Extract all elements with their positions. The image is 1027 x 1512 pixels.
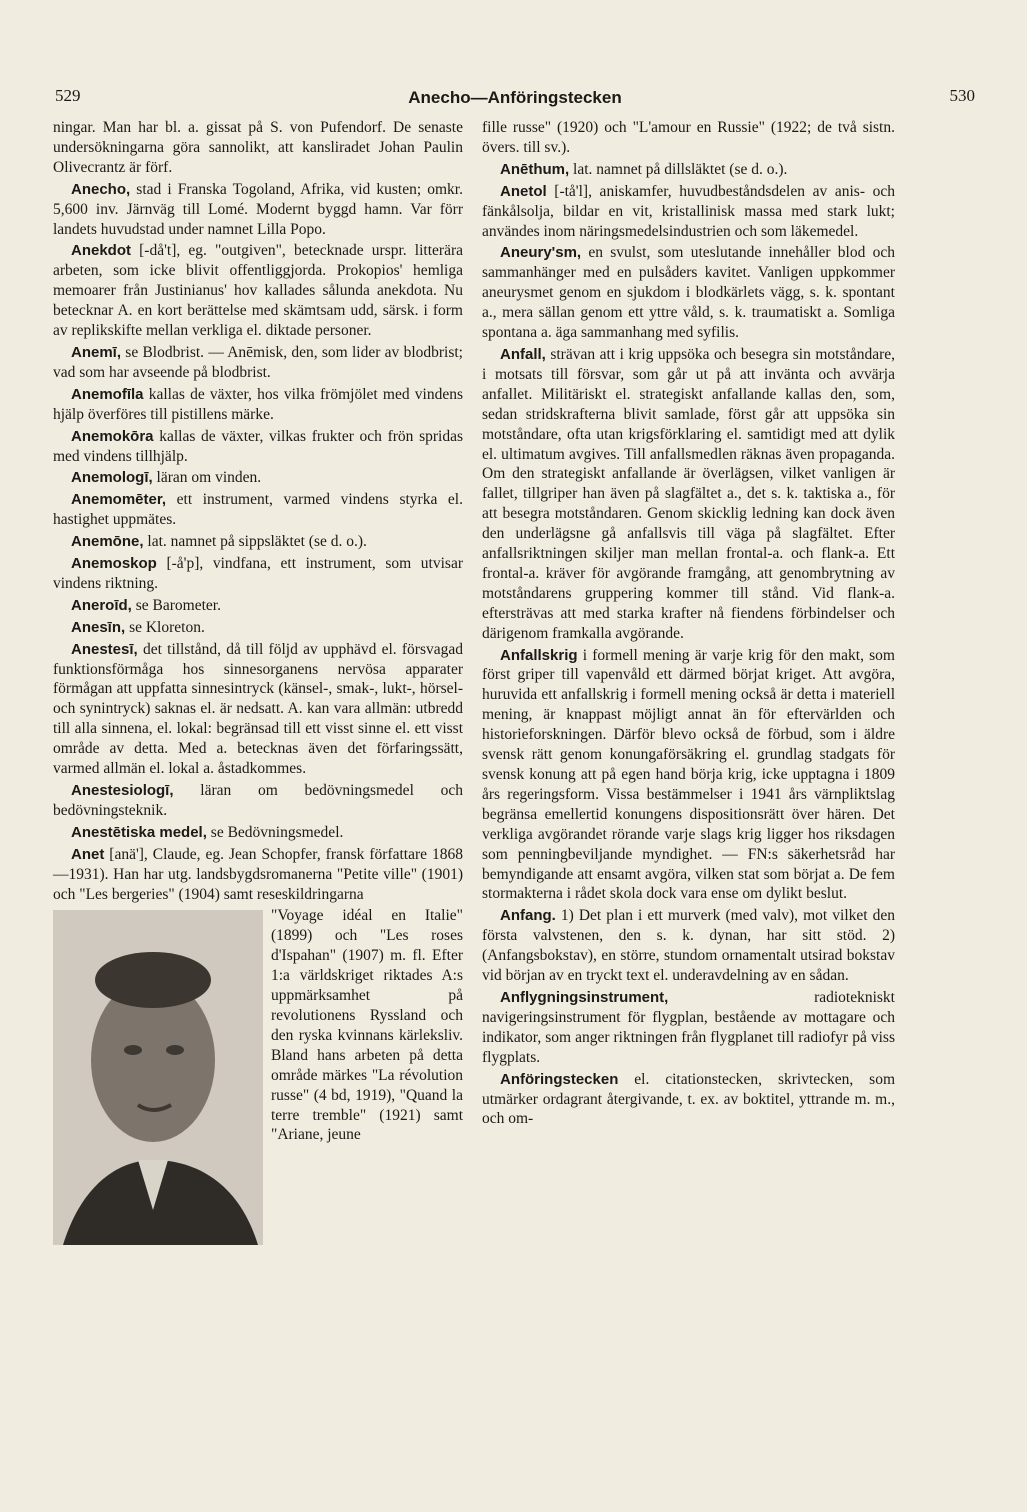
entry-headword: Anemokōra: [71, 427, 154, 445]
entry-paragraph: [53, 781, 463, 821]
page-number-right: 530: [949, 86, 975, 105]
entry-headword: Anestesiologī,: [71, 782, 174, 799]
entry-headword: Anfall,: [500, 345, 546, 363]
entry-paragraph: [53, 640, 463, 779]
entry-text: fille russe" (1920) och "L'amour en Russie" (1922; de två sistn. övers. till sv.).: [482, 119, 895, 156]
entry-paragraph: [482, 988, 895, 1068]
entry-paragraph: [482, 118, 895, 158]
entry-headword: Aneroīd,: [71, 596, 132, 614]
entry-headword: Anēthum,: [500, 160, 570, 178]
entry-continuation: [53, 906, 463, 1145]
entry-text: el. citationstecken, skrivtecken, som utmärker ordagrant återgivande, t. ex. av boktitel, yttrande m. m., och om-: [482, 1070, 895, 1128]
entry-text: "Voyage idéal en Italie" (1899) och "Les roses d'Ispahan" (1907) m. fl. Efter 1:a världskriget riktades A:s uppmärksamhet på revolutionens Ryssland och den ryska kvinnans kärleksliv. Bland hans arbeten på detta område märkes "La révolution russe" (4 bd, 1919), "Quand la terre tremble" (1921) samt "Ariane, jeune: [271, 907, 463, 1144]
entry-headword: Anekdot: [71, 242, 131, 260]
entry-text: läran om vinden.: [152, 469, 262, 487]
entry-text: se Bedövningsmedel.: [206, 823, 344, 841]
entry-text: [-då't], eg. "outgiven", betecknade urspr. litterära arbeten, som icke blivit offentliggjorda. Prokopios' hemliga memoarer från Justinianus' hov kallades sålunda anekdota. Nu betecknar A. en kort berättelse med skämtsam udd, särsk. i form av replikskifte mellan verkliga el. diktade personer.: [53, 242, 463, 340]
entry-headword: Anetol: [500, 182, 547, 200]
entry-text: strävan att i krig uppsöka och besegra sin motståndare, i motsats till försvar, som går ut på att invänta och avvärja anfallet. Militäriskt el. strategiskt anfallande kallas den, som, sedan stridskrafterna blivit samlade, först går att uppsöka sin motståndare, ofta utan krigsförklaring el. samtidigt med att dylik el. ultimatum avgives. Till anfallsmedlen räknas även propaganda. Om den strategiskt anfallande är överlägsen, vilket vanligen är fallet, tillgriper han även på slagfältet a., det s. k. taktiska a., för att besegra motståndaren. Genom skicklig ledning kan dock även den underlägsne gå anfallsvis till väga på slagfältet. Efter anfallsriktningen skiljer man mellan frontal-a. och flank-a. Ett frontal-a. kräver för avgörande framgång, att genombrytning av motståndarens gruppering kommer till stånd. Vid flank-a. eftersträvas att med starka krafter nå fiendens förbindelser och därigenom framkalla avgörande.: [482, 345, 895, 642]
entry-paragraph: [53, 468, 463, 488]
entry-text: radiotekniskt navigeringsinstrument för flygplan, bestående av mottagare och indikator, som anger riktningen från flygplanet till radiofyr på viss flygplats.: [482, 988, 895, 1066]
entry-paragraph: [53, 823, 463, 843]
entry-headword: Anfang.: [500, 907, 556, 925]
entry-paragraph: [53, 618, 463, 638]
entry-paragraph: [482, 646, 895, 905]
portrait-photo: [53, 910, 263, 1260]
page-number-left: 529: [55, 86, 81, 105]
entry-headword: Anestesī,: [71, 640, 138, 658]
entry-headword: Aneury'sm,: [500, 244, 582, 262]
entry-paragraph: [53, 845, 463, 905]
entry-text: läran om bedövningsmedel och bedövningsteknik.: [53, 782, 463, 819]
entry-paragraph: [53, 180, 463, 240]
entry-headword: Anemofīla: [71, 385, 144, 403]
entry-paragraph: [482, 243, 895, 343]
entry-headword: Anemomēter,: [71, 491, 167, 509]
right-column: [482, 118, 895, 1131]
entry-headword: Anföringstecken: [500, 1070, 619, 1088]
page-header: [55, 86, 975, 116]
entry-text: 1) Det plan i ett murverk (med valv), mot vilket den första valvstenen, den s. k. dynan, har sitt stöd. 2) (Anfangsbokstav), en större, stundom ornamentalt utsirad bokstav vid början av en tryckt text el. underavdelning av en sådan.: [482, 907, 895, 985]
entry-paragraph: [53, 343, 463, 383]
entry-headword: Anflygningsinstrument,: [500, 988, 669, 1006]
entry-headword: Anemōne,: [71, 533, 144, 551]
entry-headword: Anecho,: [71, 180, 131, 198]
entry-paragraph: [53, 596, 463, 616]
entry-headword: Anemī,: [71, 343, 122, 361]
entry-text: se Kloreton.: [125, 618, 205, 636]
entry-headword: Anemologī,: [71, 469, 153, 487]
entry-headword: Anet: [71, 845, 105, 863]
entry-paragraph: [482, 906, 895, 986]
entry-paragraph: [53, 427, 463, 467]
entry-text: [-tå'l], aniskamfer, huvudbeståndsdelen av anis- och fänkålsolja, bildar en vit, kristallinisk massa med stark lukt; användes inom näringsmedelsindustrien och som läkemedel.: [482, 182, 895, 240]
entry-paragraph: [482, 160, 895, 180]
entry-text: [-å'p], vindfana, ett instrument, som utvisar vindens riktning.: [53, 555, 463, 592]
entry-headword: Anemoskop: [71, 555, 157, 573]
entry-text: en svulst, som uteslutande innehåller blod och sammanhänger med en pulsåders kavitet. Vanligen uppkommer aneurysmet genom en sjukdom i blodkärlets vägg, s. k. spontant a., mera sällan genom ett yttre våld, s. k. traumatiskt a. Somliga spontana a. äga sammanhang med syfilis.: [482, 244, 895, 342]
entry-text: i formell mening är varje krig för den makt, som först griper till vapenvåld ett därmed börjat kriget. Att avgöra, huruvida ett anfallskrig i formell mening också är detta i materiell mening, är knappast möjligt annat än för eftervärlden och historieforskningen. Därför blevo också de förbud, som i äldre svensk rätt genom konungaförsäkring el. grundlag stadgats för svensk konung att på egen hand börja krig, icke upptagna i 1809 års regeringsform. Vissa bestämmelser i 1941 års värnpliktslag begränsa emellertid konungens dispositionsrätt över hären. Det verkliga avgörandet rörande varje slags krig ligger hos riksdagen som penningbeviljande myndighet. — FN:s säkerhetsråd har bemyndigande att ensamt avgöra, vilken stat som börjat a. De fem stormakterna i rådet skola dock vara ense om dylikt beslut.: [482, 646, 895, 903]
entry-text: se Blodbrist. — Anēmisk, den, som lider av blodbrist; vad som har avseende på blodbrist.: [53, 343, 463, 381]
entry-text: ett instrument, varmed vindens styrka el. hastighet uppmätes.: [53, 491, 463, 529]
entry-headword: Anestētiska medel,: [71, 823, 207, 841]
entry-headword: Anesīn,: [71, 618, 126, 636]
entry-text: se Barometer.: [131, 596, 221, 614]
entry-text: stad i Franska Togoland, Afrika, vid kusten; omkr. 5,600 inv. Järnväg till Lomé. Modernt byggd hamn. Var förr landets huvudstad under namnet Lilla Popo.: [53, 180, 463, 238]
entry-paragraph: [53, 532, 463, 552]
entry-paragraph: [482, 1070, 895, 1130]
entry-text: det tillstånd, då till följd av upphävd el. försvagad funktionsförmåga hos sinnesorganens nervösa apparater förmågan att uppfatta sinnesintryck (känsel-, smak-, lukt-, hörsel- och synintryck) saknas el. är nedsatt. A. kan vara allmän: utbredd till alla sinnena, el. lokal: begränsad till ett visst sinne el. ett visst område av detta. Med a. betecknas även det förfaringssätt, varmed allmän el. lokal a. åstadkommes.: [53, 640, 463, 778]
entry-text: lat. namnet på dillsläktet (se d. o.).: [569, 160, 788, 178]
entry-paragraph: [53, 490, 463, 530]
left-column: [53, 118, 463, 1262]
entry-text: [anä'], Claude, eg. Jean Schopfer, fransk författare 1868—1931). Han har utg. landsbygdsromanerna "Petite ville" (1901) och "Les bergeries" (1904) samt reseskildringarna: [53, 845, 463, 903]
entry-headword: Anfallskrig: [500, 646, 578, 664]
entry-paragraph: [53, 554, 463, 594]
entry-text: lat. namnet på sippsläktet (se d. o.).: [143, 533, 367, 551]
entry-text: kallas de växter, hos vilka frömjölet med vindens hjälp överföres till pistillens märke.: [53, 385, 463, 423]
entry-paragraph: [53, 118, 463, 178]
entry-paragraph: [53, 385, 463, 425]
entry-paragraph: [482, 345, 895, 644]
entry-text: kallas de växter, vilkas frukter och frön spridas med vindens tillhjälp.: [53, 427, 463, 465]
running-head: Anecho—Anföringstecken: [408, 88, 622, 107]
entry-paragraph: [482, 182, 895, 242]
entry-paragraph: [53, 241, 463, 341]
entry-text: ningar. Man har bl. a. gissat på S. von Pufendorf. De senaste undersökningarna göra sannolikt, att kansliradet Johan Paulin Olivecrantz är förf.: [53, 119, 463, 176]
